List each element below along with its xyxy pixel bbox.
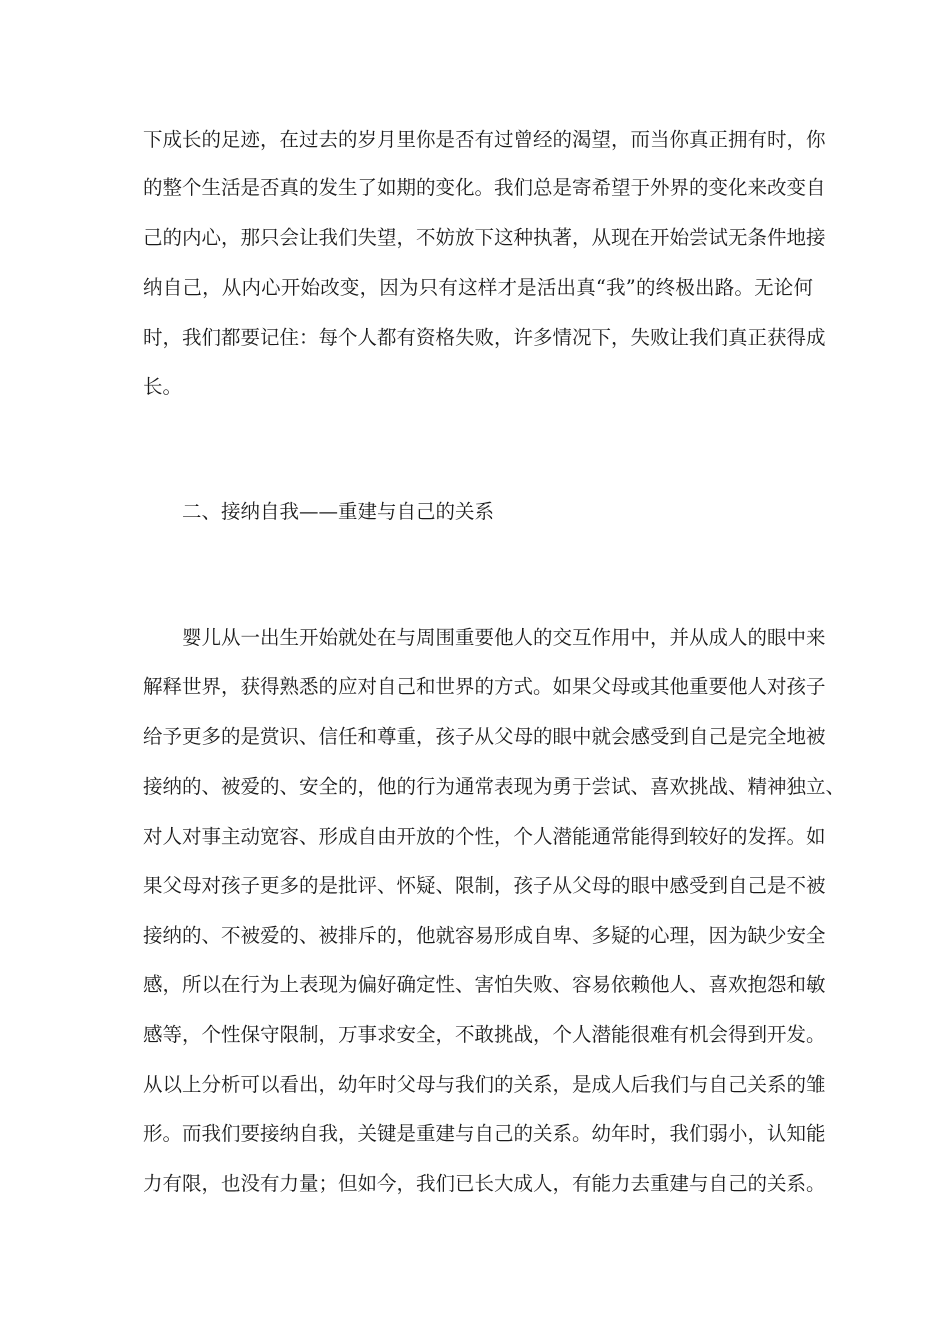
paragraph-line: 形。而我们要接纳自我，关键是重建与自己的关系。幼年时，我们弱小，认知能 bbox=[143, 1122, 826, 1145]
paragraph-line: 给予更多的是赏识、信任和尊重，孩子从父母的眼中就会感受到自己是完全地被 bbox=[143, 725, 826, 748]
paragraph-line: 感，所以在行为上表现为偏好确定性、害怕失败、容易依赖他人、喜欢抱怨和敏 bbox=[143, 973, 826, 996]
paragraph-line: 果父母对孩子更多的是批评、怀疑、限制，孩子从父母的眼中感受到自己是不被 bbox=[143, 874, 826, 897]
paragraph-line: 下成长的足迹，在过去的岁月里你是否有过曾经的渴望，而当你真正拥有时，你 bbox=[143, 128, 826, 151]
paragraph-line: 婴儿从一出生开始就处在与周围重要他人的交互作用中，并从成人的眼中来 bbox=[182, 626, 826, 649]
paragraph-line: 对人对事主动宽容、形成自由开放的个性，个人潜能通常能得到较好的发挥。如 bbox=[143, 825, 826, 848]
paragraph-line: 接纳的、不被爱的、被排斥的，他就容易形成自卑、多疑的心理，因为缺少安全 bbox=[143, 924, 826, 947]
paragraph-line: 长。 bbox=[143, 375, 183, 398]
paragraph-line: 力有限，也没有力量；但如今，我们已长大成人，有能力去重建与自己的关系。 bbox=[143, 1172, 826, 1195]
paragraph-line: 从以上分析可以看出，幼年时父母与我们的关系，是成人后我们与自己关系的雏 bbox=[143, 1073, 826, 1096]
paragraph-line: 感等，个性保守限制，万事求安全，不敢挑战，个人潜能很难有机会得到开发。 bbox=[143, 1023, 826, 1046]
paragraph-line: 的整个生活是否真的发生了如期的变化。我们总是寄希望于外界的变化来改变自 bbox=[143, 176, 826, 199]
paragraph-line: 己的内心，那只会让我们失望，不妨放下这种执著，从现在开始尝试无条件地接 bbox=[143, 226, 826, 249]
paragraph-line: 解释世界，获得熟悉的应对自己和世界的方式。如果父母或其他重要他人对孩子 bbox=[143, 675, 826, 698]
section-heading: 二、接纳自我——重建与自己的关系 bbox=[182, 500, 495, 523]
paragraph-line: 时，我们都要记住：每个人都有资格失败，许多情况下，失败让我们真正获得成 bbox=[143, 326, 826, 349]
paragraph-line: 纳自己，从内心开始改变，因为只有这样才是活出真“我”的终极出路。无论何 bbox=[143, 276, 813, 299]
paragraph-line: 接纳的、被爱的、安全的，他的行为通常表现为勇于尝试、喜欢挑战、精神独立、 bbox=[143, 775, 846, 798]
